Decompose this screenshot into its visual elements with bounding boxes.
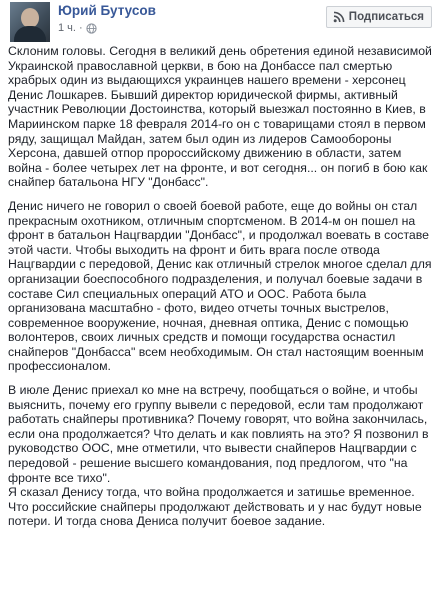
post-paragraph-1: Склоним головы. Сегодня в великий день обретения единой независимой Украинской православной церкви, в бою на Донбассе пал смертью храбрых один из выдающихся украинцев нашего времени - херсонец Денис Лошкарев. Бывший директор юридической фирмы, активный участник Революции Достоинства, который выезжал постоянно в Киев, в Мариинском парке 18 февраля 2014-го он с товарищами стоял в первом ряду, защищал Майдан, затем был один из лидеров Самообороны Херсона, давшей отпор пророссийскому движению в области, затем война - более четырех лет на фронте, и вот сегодня... он погиб в бою как снайпер батальона НГУ "Донбасс". (8, 44, 432, 190)
globe-icon[interactable] (86, 23, 97, 34)
post-text (8, 44, 432, 538)
post-paragraph-3: В июле Денис приехал ко мне на встречу, пообщаться о войне, и чтобы выяснить, почему его группу вывели с передовой, если там продолжают работать снайперы противника? Почему говорят, что война закончилась, если она продолжается? Что делать и как повлиять на это? Я позвонил в руководство ООС, мне отметили, что вывести снайперов Нацгвардии с передовой - решение высшего командования, под предлогом, что "на фронте все тихо". (8, 383, 429, 485)
author-name[interactable]: Юрий Бутусов (58, 3, 156, 18)
post-time[interactable]: 1 ч. (58, 22, 76, 34)
follow-button[interactable] (326, 6, 432, 28)
separator-dot: · (78, 22, 83, 34)
post-paragraph-4: Я сказал Денису тогда, что война продолжается и затишье временное. Что российские снайперы продолжают действовать и у нас будут новые потери. И тогда снова Дениса получит боевое задание. (8, 485, 422, 529)
post-header (8, 0, 438, 44)
avatar-head-shape (21, 8, 39, 28)
avatar-body-shape (14, 26, 46, 42)
post-meta (58, 22, 97, 34)
follow-button-label: Подписаться (348, 11, 424, 23)
rss-icon (333, 11, 345, 23)
post-paragraph-2: Денис ничего не говорил о своей боевой работе, еще до войны он стал прекрасным охотником, отличным спортсменом. В 2014-м он пошел на фронт в батальон Нацгвардии "Донбасс", и продолжал воевать в составе этой части. Чтобы выходить на фронт и бить врага после отвода Нацгвардии с передовой, Денис как отличный стрелок многое сделал для организации боеспособного подразделения, и получал боевые задачи в составе Сил специальных операций АТО и ООС. Работа была организована масштабно - фото, видео отчеты точных выстрелов, современное вооружение, ночная, дневная оптика, Денис с помощью волонтеров, своих личных средств и помощи государства оснастил снайперов "Донбасса" всем необходимым. Он стал настоящим военным профессионалом. (8, 198, 432, 374)
avatar[interactable] (10, 2, 50, 42)
